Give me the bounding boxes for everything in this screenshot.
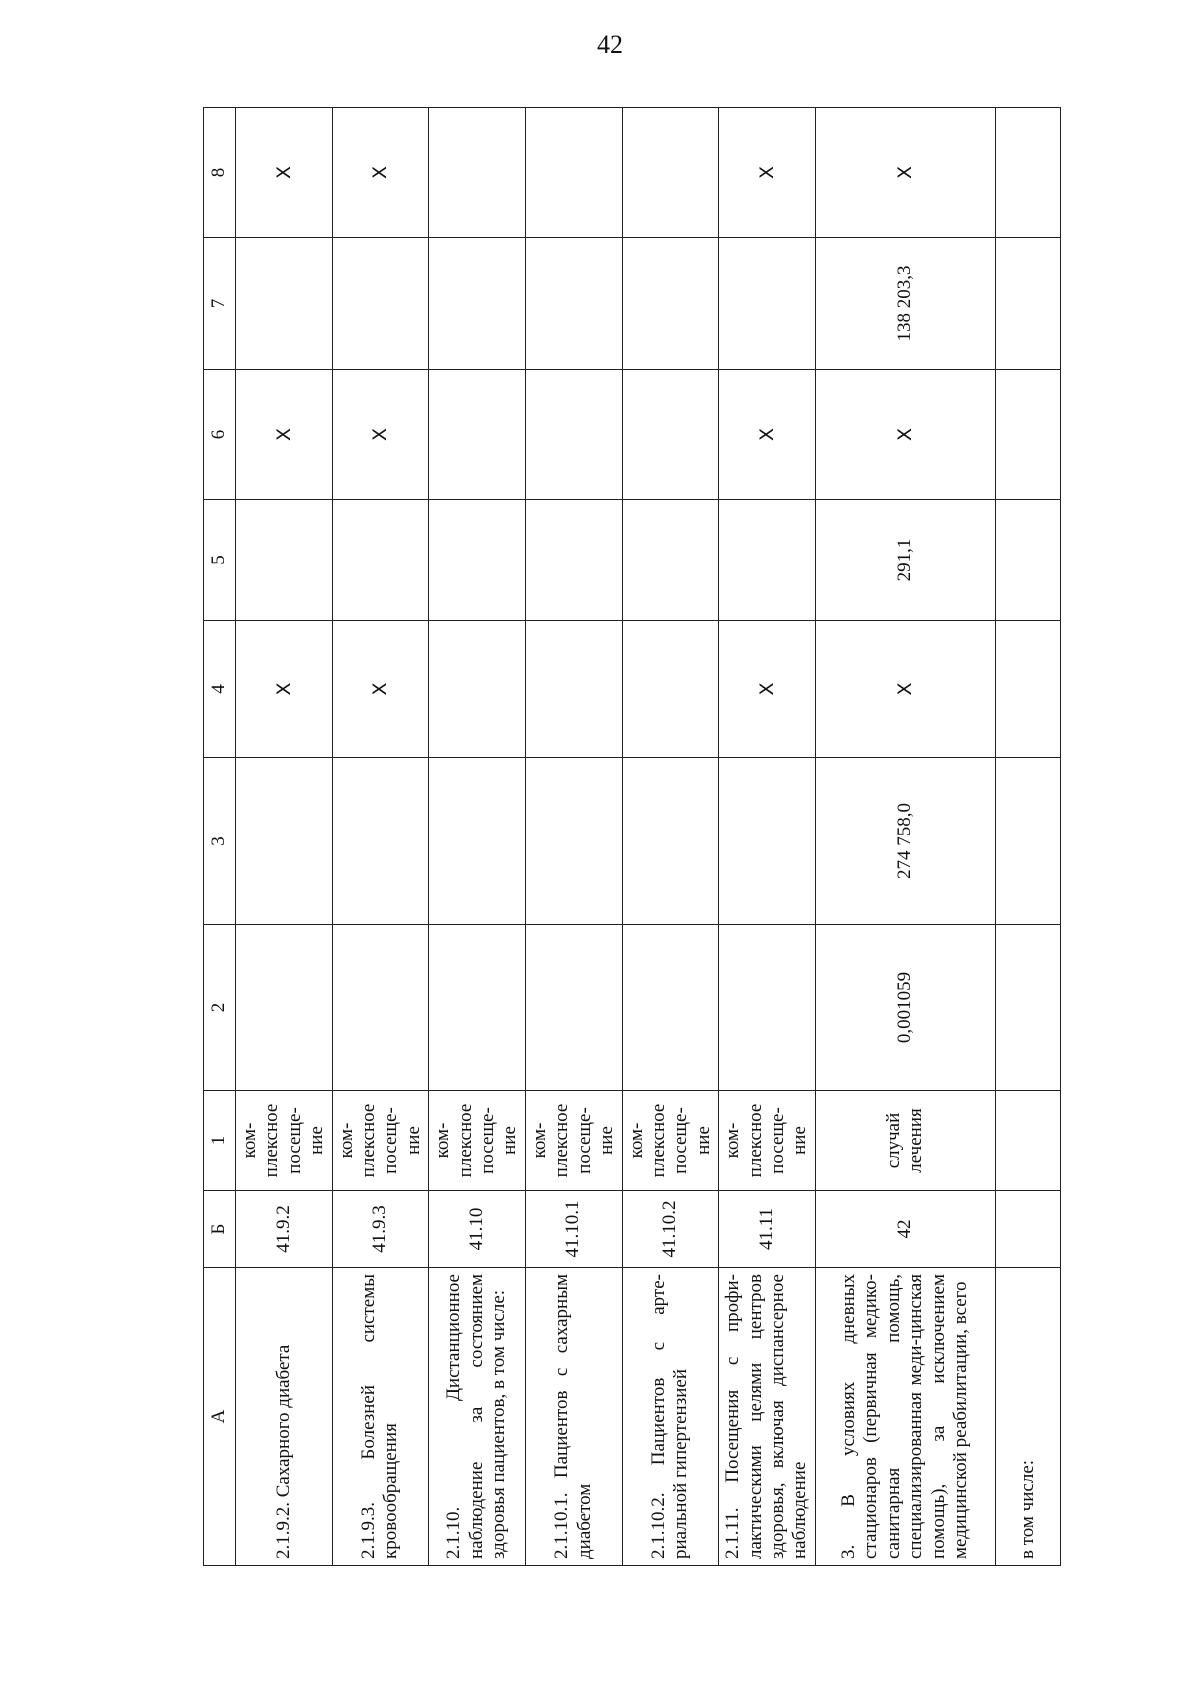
cell-col-6	[622, 370, 719, 500]
cell-col-4: X	[332, 621, 429, 758]
cell-col-8: X	[332, 108, 429, 238]
header-cell-a: А	[204, 1268, 236, 1566]
cell-col-7	[236, 238, 333, 370]
cell-col-3	[719, 758, 816, 925]
cell-col-7	[332, 238, 429, 370]
cell-col-2: 0,001059	[815, 925, 995, 1091]
table-row	[815, 108, 995, 1566]
header-cell-5: 5	[204, 500, 236, 621]
cell-col-4	[622, 621, 719, 758]
cell-col-6: X	[332, 370, 429, 500]
cell-col-6	[525, 370, 622, 500]
cell-col-7	[995, 238, 1060, 370]
cell-col-5	[525, 500, 622, 621]
cell-col-3	[332, 758, 429, 925]
table-row	[525, 108, 622, 1566]
cell-col-3	[995, 758, 1060, 925]
row-code: 41.10	[429, 1191, 526, 1268]
row-unit: случай лечения	[815, 1091, 995, 1191]
row-code: 42	[815, 1191, 995, 1268]
header-row	[204, 108, 236, 1566]
row-unit: ком-плексное посеще-ние	[429, 1091, 526, 1191]
cell-col-2	[719, 925, 816, 1091]
row-name: 2.1.9.3. Болезней системы кровообращения	[332, 1268, 429, 1566]
cell-col-3	[525, 758, 622, 925]
cell-col-6: X	[236, 370, 333, 500]
cell-col-2	[332, 925, 429, 1091]
cell-col-7: 138 203,3	[815, 238, 995, 370]
cell-col-5	[429, 500, 526, 621]
cell-col-5	[995, 500, 1060, 621]
row-code: 41.9.2	[236, 1191, 333, 1268]
table-row	[622, 108, 719, 1566]
header-cell-4: 4	[204, 621, 236, 758]
row-name: 3. В условиях дневных стационаров (первичная медико-санитарная помощь, специализированная меди-цинская помощь), за исключением медицинской реабилитации, всего	[815, 1268, 995, 1566]
row-name: 2.1.10.2. Пациентов с арте-риальной гипертензией	[622, 1268, 719, 1566]
cell-col-8	[525, 108, 622, 238]
row-name: 2.1.9.2. Сахарного диабета	[236, 1268, 333, 1566]
cell-col-3	[236, 758, 333, 925]
header-cell-6: 6	[204, 370, 236, 500]
cell-col-5	[719, 500, 816, 621]
cell-col-3	[429, 758, 526, 925]
cell-col-5	[236, 500, 333, 621]
row-unit	[995, 1091, 1060, 1191]
rotated-table-container	[203, 108, 1051, 1566]
row-code: 41.10.2	[622, 1191, 719, 1268]
data-table	[203, 107, 1061, 1566]
cell-col-5	[332, 500, 429, 621]
header-cell-8: 8	[204, 108, 236, 238]
cell-col-4: X	[815, 621, 995, 758]
header-cell-1: 1	[204, 1091, 236, 1191]
row-unit: ком-плексное посеще-ние	[719, 1091, 816, 1191]
cell-col-8: X	[236, 108, 333, 238]
row-unit: ком-плексное посеще-ние	[332, 1091, 429, 1191]
cell-col-3: 274 758,0	[815, 758, 995, 925]
row-code: 41.10.1	[525, 1191, 622, 1268]
row-unit: ком-плексное посеще-ние	[622, 1091, 719, 1191]
cell-col-8: X	[719, 108, 816, 238]
cell-col-2	[525, 925, 622, 1091]
cell-col-2	[236, 925, 333, 1091]
cell-col-6	[995, 370, 1060, 500]
table-row	[332, 108, 429, 1566]
cell-col-3	[622, 758, 719, 925]
cell-col-8	[622, 108, 719, 238]
cell-col-6	[429, 370, 526, 500]
row-name: 2.1.11. Посещения с профи-лактическими целями центров здоровья, включая диспансерное наблюдение	[719, 1268, 816, 1566]
header-cell-7: 7	[204, 238, 236, 370]
cell-col-5: 291,1	[815, 500, 995, 621]
cell-col-7	[525, 238, 622, 370]
header-cell-3: 3	[204, 758, 236, 925]
cell-col-2	[429, 925, 526, 1091]
cell-col-7	[429, 238, 526, 370]
cell-col-2	[995, 925, 1060, 1091]
row-unit: ком-плексное посеще-ние	[236, 1091, 333, 1191]
cell-col-4: X	[236, 621, 333, 758]
cell-col-4	[525, 621, 622, 758]
cell-col-7	[622, 238, 719, 370]
cell-col-8	[995, 108, 1060, 238]
row-name: в том числе:	[995, 1268, 1060, 1566]
row-code: 41.11	[719, 1191, 816, 1268]
table-row	[429, 108, 526, 1566]
row-name: 2.1.10.1. Пациентов с сахарным диабетом	[525, 1268, 622, 1566]
cell-col-4: X	[719, 621, 816, 758]
cell-col-8: X	[815, 108, 995, 238]
cell-col-6: X	[815, 370, 995, 500]
cell-col-2	[622, 925, 719, 1091]
table-row	[236, 108, 333, 1566]
table-row	[995, 108, 1060, 1566]
cell-col-4	[429, 621, 526, 758]
cell-col-7	[719, 238, 816, 370]
header-cell-2: 2	[204, 925, 236, 1091]
row-name: 2.1.10. Дистанционное наблюдение за состоянием здоровья пациентов, в том числе:	[429, 1268, 526, 1566]
row-code	[995, 1191, 1060, 1268]
cell-col-5	[622, 500, 719, 621]
row-unit: ком-плексное посеще-ние	[525, 1091, 622, 1191]
header-cell-b: Б	[204, 1191, 236, 1268]
page-number: 42	[597, 30, 623, 59]
row-code: 41.9.3	[332, 1191, 429, 1268]
cell-col-6: X	[719, 370, 816, 500]
table-row	[719, 108, 816, 1566]
cell-col-8	[429, 108, 526, 238]
cell-col-4	[995, 621, 1060, 758]
